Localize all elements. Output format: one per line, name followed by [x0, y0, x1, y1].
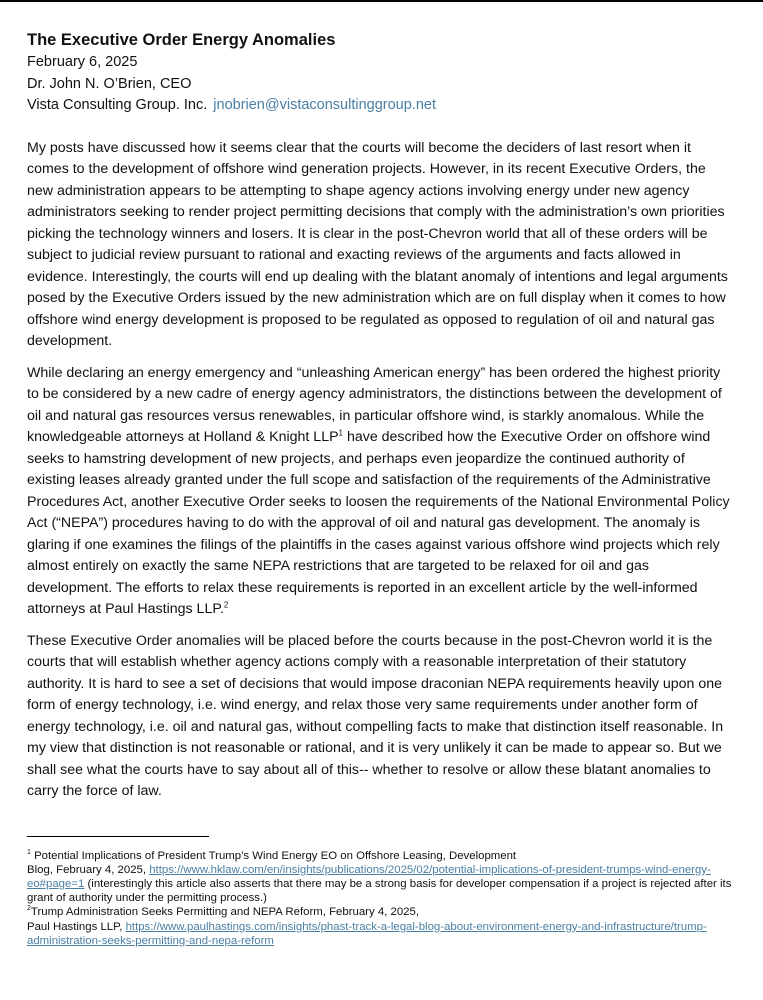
document [27, 28, 732, 948]
footnote-1-link[interactable]: https://www.hklaw.com/en/insights/publications/2025/02/potential-implications-of-president-trumps-wind-energy-eo#page=1 [27, 863, 711, 890]
paragraph-2-part-a: While declaring an energy emergency and “unleashing American energy” has been ordered the highest priority to be considered by a new cadre of energy agency administrators, the distinctions between the development of oil and natural gas resources versus renewables, in particular offshore wind, is starkly anomalous. While the knowledgeable attorneys at Holland & Knight LLP [27, 364, 722, 445]
footnote-2 [27, 905, 732, 948]
author-email-link[interactable]: jnobrien@vistaconsultinggroup.net [213, 97, 436, 113]
footnotes [27, 849, 732, 948]
document-title: The Executive Order Energy Anomalies [27, 31, 336, 49]
document-body [27, 138, 732, 803]
footnote-2-number: 2 [27, 905, 31, 913]
paragraph-1: My posts have discussed how it seems clear that the courts will become the deciders of last resort when it comes to the development of offshore wind generation projects. However, in its recent Executive Orders, the new administration appears to be attempting to shape agency actions involving energy under new agency administrators seeking to render project permitting decisions that comply with the administration’s own priorities picking the technology winners and losers. It is clear in the post-Chevron world that all of these orders will be subject to judicial review pursuant to rational and exacting reviews of the arguments and facts allowed in evidence. Interestingly, the courts will end up dealing with the blatant anomaly of intentions and legal arguments posed by the Executive Orders issued by the new administration which are on full display when it comes to how offshore wind energy development is proposed to be regulated as opposed to regulation of oil and natural gas development. [27, 139, 728, 349]
footnote-1-note: (interestingly this article also asserts that there may be a strong basis for developer compensation if a project is rejected after its grant of authority under the permitting process.) [27, 877, 732, 905]
company-line [27, 95, 732, 117]
footnote-2-link[interactable]: https://www.paulhastings.com/insights/phast-track-a-legal-blog-about-environment-energy-and-infrastructure/trump-administration-seeks-permitting-and-nepa-reform [27, 920, 707, 947]
footnote-1 [27, 849, 732, 906]
footnote-2-title: Trump Administration Seeks Permitting and NEPA Reform, February 4, 2025, [30, 906, 419, 919]
footnote-ref-2[interactable]: 2 [223, 600, 229, 610]
document-date: February 6, 2025 [27, 54, 138, 70]
footnote-1-blog: Blog, February 4, 2025, [27, 863, 150, 876]
footnote-1-number: 1 [27, 848, 31, 856]
footnote-separator [27, 836, 209, 837]
footnote-ref-1[interactable]: 1 [338, 428, 343, 438]
footnote-2-source: Paul Hastings LLP, [27, 920, 126, 933]
author-line: Dr. John N. O’Brien, CEO [27, 75, 192, 92]
paragraph-3: These Executive Order anomalies will be placed before the courts because in the post-Chevron world it is the courts that will establish whether agency actions comply with a reasonable interpretation of their statutory authority. It is hard to see a set of decisions that would impose draconian NEPA requirements heavily upon one form of energy technology, i.e. wind energy, and relax those very same requirements under another form of energy technology, i.e. oil and natural gas, without compelling facts to make that distinction itself reasonable. In my view that distinction is not reasonable or rational, and it is very unlikely it can be made to appear so. But we shall see what the courts have to say about all of this-- whether to resolve or allow these blatant anomalies to carry the force of law. [27, 632, 724, 799]
paragraph-2 [27, 363, 732, 621]
footnote-1-title: Potential Implications of President Trump’s Wind Energy EO on Offshore Leasing, Development [30, 849, 517, 862]
top-border [0, 0, 763, 2]
paragraph-2-part-b: have described how the Executive Order on offshore wind seeks to hamstring development of new projects, and perhaps even jeopardize the continued authority of existing leases already granted under the full scope and satisfaction of the requirements of the Administrative Procedures Act, another Executive Order seeks to loosen the requirements of the National Environmental Policy Act (“NEPA”) procedures having to do with the approval of oil and natural gas development. The anomaly is glaring if one examines the filings of the plaintiffs in the cases against various offshore wind projects which rely almost entirely on exactly the same NEPA restrictions that are targeted to be relaxed for oil and gas development. The efforts to relax these requirements is reported in an excellent article by the well-informed attorneys at Paul Hastings LLP. [27, 429, 730, 617]
company-name: Vista Consulting Group. Inc. [27, 97, 208, 113]
